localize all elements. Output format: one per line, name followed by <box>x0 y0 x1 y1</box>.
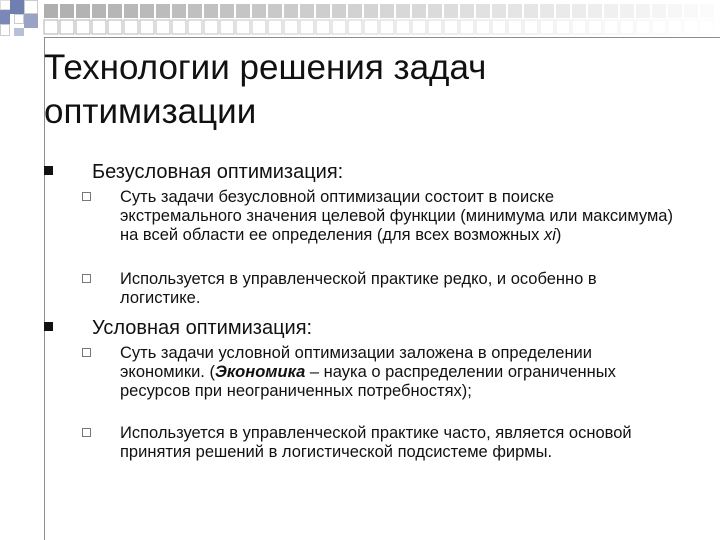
deco-strip-square <box>684 4 698 18</box>
deco-strip-square <box>428 4 442 18</box>
section-heading-text: Безусловная оптимизация: <box>92 161 344 183</box>
item-text-end: ) <box>555 226 562 244</box>
deco-strip-square <box>492 4 506 18</box>
deco-strip-square <box>604 20 618 34</box>
deco-strip-square <box>700 4 714 18</box>
deco-strip-square <box>92 20 106 34</box>
hollow-square-bullet-icon <box>82 428 91 437</box>
deco-strip-square <box>412 4 426 18</box>
top-decorative-bar <box>0 0 720 40</box>
deco-strip-square <box>588 20 602 34</box>
deco-strip-square <box>236 20 250 34</box>
deco-strip-square <box>588 4 602 18</box>
deco-strip-square <box>428 20 442 34</box>
deco-strip-square <box>332 20 346 34</box>
deco-strip-square <box>348 20 362 34</box>
list-item-text: Используется в управленческой практике редко, и особенно в логистике. <box>120 270 597 307</box>
deco-strip-square <box>108 20 122 34</box>
deco-strip-square <box>60 20 74 34</box>
hollow-square-bullet-icon <box>82 274 91 283</box>
deco-strip-square <box>284 4 298 18</box>
square-bullet-icon <box>44 166 53 175</box>
deco-strip-square <box>476 20 490 34</box>
list-item-text <box>120 344 680 401</box>
deco-strip-square <box>188 4 202 18</box>
section-heading-text: Условная оптимизация: <box>92 317 313 339</box>
deco-strip-square <box>364 20 378 34</box>
deco-strip-square <box>236 4 250 18</box>
deco-strip-square <box>172 4 186 18</box>
deco-strip-square <box>268 20 282 34</box>
deco-strip-square <box>252 20 266 34</box>
item-text-end: – наука о распределении ограниченных ресурсов при неограниченных потребностях); <box>120 363 616 400</box>
deco-strip-square <box>316 4 330 18</box>
deco-strip-square <box>540 20 554 34</box>
deco-strip-square <box>140 4 154 18</box>
deco-strip-square <box>620 20 634 34</box>
deco-strip-square <box>556 4 570 18</box>
deco-strip-square <box>556 20 570 34</box>
deco-strip-square <box>508 4 522 18</box>
deco-strip-square <box>300 20 314 34</box>
item-bold-italic-text: Экономика <box>214 363 306 381</box>
deco-strip-square <box>76 20 90 34</box>
deco-strip-square <box>700 20 714 34</box>
deco-strip-square <box>396 20 410 34</box>
deco-strip-square <box>508 20 522 34</box>
deco-strip-square <box>412 20 426 34</box>
list-item-text <box>120 188 680 245</box>
hollow-square-bullet-icon <box>82 348 91 357</box>
deco-strip-square <box>460 20 474 34</box>
deco-strip-square <box>668 20 682 34</box>
deco-strip-square <box>92 4 106 18</box>
deco-strip-square <box>252 4 266 18</box>
deco-strip-square <box>364 4 378 18</box>
title-line-1: Технологии решения задач <box>44 48 487 87</box>
deco-strip-square <box>188 20 202 34</box>
title-line-2: оптимизации <box>44 92 257 131</box>
header-divider-line <box>44 37 720 38</box>
hollow-square-bullet-icon <box>82 192 91 201</box>
deco-strip-square <box>204 20 218 34</box>
deco-strip-square <box>652 4 666 18</box>
deco-strip-square <box>652 20 666 34</box>
deco-strip-square <box>332 4 346 18</box>
deco-strip-square <box>316 20 330 34</box>
deco-strip-square <box>348 4 362 18</box>
item-text: Суть задачи безусловной оптимизации состоит в поиске экстремального значения целевой функции (минимума или максимума) на всей области ее определения (для всех возможных <box>120 188 673 244</box>
deco-strip-square <box>172 20 186 34</box>
deco-strip-square <box>380 4 394 18</box>
deco-strip-square <box>156 20 170 34</box>
deco-strip-square <box>492 20 506 34</box>
deco-strip-square <box>604 4 618 18</box>
list-item-text: Используется в управленческой практике часто, является основой принятия решений в логистической подсистеме фирмы. <box>120 424 632 461</box>
item-text: Суть задачи условной оптимизации заложена в определении экономики. ( <box>120 344 592 381</box>
deco-strip-square <box>268 4 282 18</box>
deco-strip-square <box>284 20 298 34</box>
deco-strip-square <box>220 20 234 34</box>
deco-strip-square <box>140 20 154 34</box>
deco-strip-square <box>380 20 394 34</box>
deco-strip-square <box>204 4 218 18</box>
deco-strip-square <box>300 4 314 18</box>
deco-strip-square <box>44 20 58 34</box>
deco-strip-square <box>156 4 170 18</box>
deco-strip-square <box>220 4 234 18</box>
deco-strip-square <box>124 4 138 18</box>
deco-strip-square <box>572 4 586 18</box>
deco-strip-square <box>108 4 122 18</box>
deco-strip-square <box>524 20 538 34</box>
deco-strip-square <box>444 20 458 34</box>
deco-strip-square <box>636 4 650 18</box>
deco-strip-square <box>540 4 554 18</box>
deco-strip-square <box>684 20 698 34</box>
deco-strip-square <box>572 20 586 34</box>
deco-strip-square <box>668 4 682 18</box>
deco-strip-square <box>620 4 634 18</box>
slide-title <box>44 46 684 134</box>
deco-strip-square <box>396 4 410 18</box>
item-italic-text: xi <box>544 226 556 244</box>
deco-strip-square <box>124 20 138 34</box>
deco-strip-square <box>524 4 538 18</box>
deco-strip-square <box>636 20 650 34</box>
top-squares-strip <box>0 0 720 36</box>
deco-strip-square <box>476 4 490 18</box>
deco-strip-square <box>60 4 74 18</box>
deco-strip-square <box>444 4 458 18</box>
deco-strip-square <box>44 4 58 18</box>
deco-strip-square <box>460 4 474 18</box>
square-bullet-icon <box>44 322 53 331</box>
deco-strip-square <box>76 4 90 18</box>
